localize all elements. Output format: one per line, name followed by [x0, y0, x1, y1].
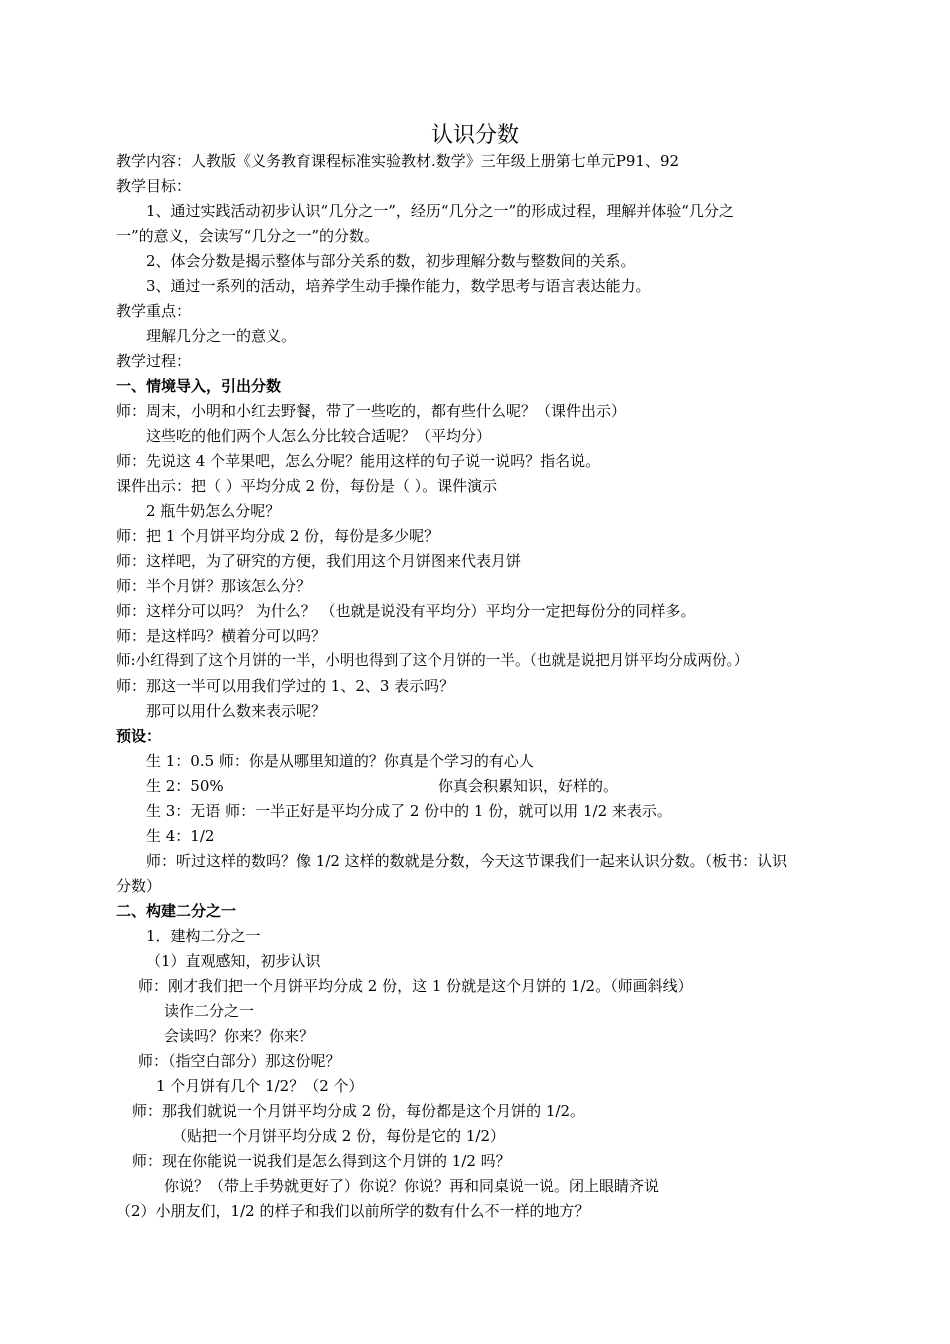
- text-line: 会读吗？你来？你来？: [164, 1027, 315, 1045]
- text-line: 你真会积累知识，好样的。: [438, 777, 619, 795]
- section-heading: 二、构建二分之一: [116, 902, 237, 920]
- text-line: 你说？（带上手势就更好了）你说？你说？再和同桌说一说。闭上眼睛齐说: [164, 1177, 660, 1195]
- text-line: 1．建构二分之一: [146, 927, 261, 945]
- text-line: 师：听过这样的数吗？像 1/2 这样的数就是分数，今天这节课我们一起来认识分数。（板书：认识: [146, 852, 788, 870]
- text-line: 教学内容：人教版《义务教育课程标准实验教材.数学》三年级上册第七单元P91、92: [116, 152, 680, 170]
- text-line: （1）直观感知，初步认识: [146, 952, 321, 970]
- section-heading: 一、情境导入，引出分数: [116, 377, 282, 395]
- text-line: 教学目标：: [116, 177, 192, 195]
- text-line: 师：（指空白部分）那这份呢？: [138, 1052, 341, 1070]
- text-line: 课件出示：把（ ）平均分成 2 份，每份是（ ）。课件演示: [116, 477, 498, 495]
- text-line: 1 个月饼有几个 1/2？（2 个）: [156, 1077, 364, 1095]
- text-line: （2）小朋友们，1/2 的样子和我们以前所学的数有什么不一样的地方？: [116, 1202, 590, 1220]
- text-line: 师：把 1 个月饼平均分成 2 份，每份是多少呢？: [116, 527, 440, 545]
- text-line: 3、通过一系列的活动，培养学生动手操作能力，数学思考与语言表达能力。: [146, 277, 651, 295]
- document-title: 认识分数: [430, 123, 519, 148]
- text-line: 师：那这一半可以用我们学过的 1、2、3 表示吗？: [116, 677, 455, 695]
- text-line: 师:小红得到了这个月饼的一半，小明也得到了这个月饼的一半。（也就是说把月饼平均分成两份。）: [116, 652, 749, 669]
- section-heading: 预设：: [116, 727, 162, 745]
- text-line: 那可以用什么数来表示呢？: [146, 702, 327, 720]
- text-line: 教学过程：: [116, 352, 192, 370]
- text-line: （贴把一个月饼平均分成 2 份，每份是它的 1/2）: [172, 1127, 505, 1145]
- text-line: 师：那我们就说一个月饼平均分成 2 份，每份都是这个月饼的 1/2。: [132, 1102, 585, 1120]
- text-line: 师：周末，小明和小红去野餐，带了一些吃的，都有些什么呢？（课件出示）: [116, 402, 627, 420]
- text-line: 师：这样分可以吗？ 为什么？ （也就是说没有平均分）平均分一定把每份分的同样多。: [116, 602, 696, 620]
- text-line: 生 4：1/2: [146, 827, 215, 845]
- text-line: 理解几分之一的意义。: [146, 327, 297, 345]
- text-line: 2、体会分数是揭示整体与部分关系的数，初步理解分数与整数间的关系。: [146, 252, 636, 270]
- text-line: 一”的意义，会读写“几分之一”的分数。: [116, 227, 380, 245]
- text-line: 师：现在你能说一说我们是怎么得到这个月饼的 1/2 吗？: [132, 1152, 511, 1170]
- text-line: 生 1：0.5 师：你是从哪里知道的？你真是个学习的有心人: [146, 752, 534, 770]
- text-line: 师：这样吧，为了研究的方便，我们用这个月饼图来代表月饼: [116, 552, 522, 570]
- text-line: 1、通过实践活动初步认识“几分之一”，经历“几分之一”的形成过程，理解并体验“几分之: [146, 202, 734, 220]
- text-line: 这些吃的他们两个人怎么分比较合适呢？（平均分）: [146, 427, 492, 445]
- text-line: 生 3：无语 师：一半正好是平均分成了 2 份中的 1 份，就可以用 1/2 来表示。: [146, 802, 672, 820]
- text-line: 教学重点：: [116, 302, 192, 320]
- text-line: 师：刚才我们把一个月饼平均分成 2 份，这 1 份就是这个月饼的 1/2。（师画斜线）: [138, 977, 693, 995]
- text-line: 分数）: [116, 877, 162, 895]
- text-line: 生 2：50%: [146, 777, 224, 795]
- text-line: 师：半个月饼？那该怎么分？: [116, 577, 312, 595]
- text-line: 师：先说这 4 个苹果吧，怎么分呢？能用这样的句子说一说吗？指名说。: [116, 452, 601, 470]
- text-line: 师：是这样吗？横着分可以吗？: [116, 627, 327, 645]
- text-line: 读作二分之一: [164, 1002, 255, 1020]
- text-line: 2 瓶牛奶怎么分呢？: [146, 502, 281, 520]
